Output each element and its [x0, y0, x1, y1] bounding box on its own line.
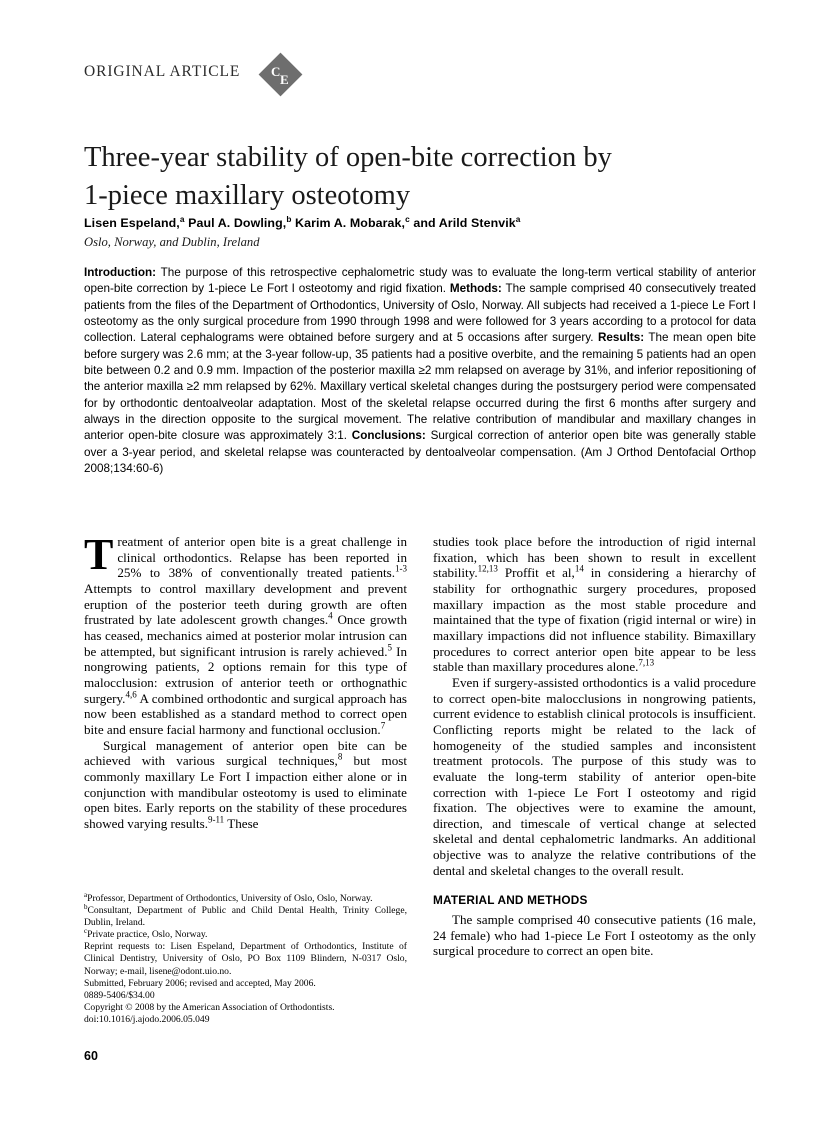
- r1-segment-c: in considering a hierarchy of stability for orthognathic surgery procedures, proposed maxillary impaction as the most stable procedure and maintained that the type of fixation (rigid internal or wire) in maxillary impactions did not influence stability. Bimaxillary procedures to correct anterior open bite appear to be less stable than maxillary procedures alone.: [433, 565, 756, 675]
- author-4: and Arild Stenvik: [409, 216, 516, 230]
- citation-ref: 7: [380, 720, 386, 731]
- p2-segment-a: Surgical management of anterior open bite can be achieved with various surgical techniques,: [84, 737, 407, 769]
- citation-ref: 1-3: [395, 563, 407, 574]
- page-title: [84, 139, 764, 215]
- citation-ref: 12,13: [477, 563, 498, 574]
- abstract: [84, 265, 756, 477]
- footnote-doi: doi:10.1016/j.ajodo.2006.05.049: [84, 1013, 210, 1025]
- footnote-submitted-dates: Submitted, February 2006; revised and accepted, May 2006.: [84, 977, 316, 989]
- abstract-label-introduction: Introduction:: [84, 266, 157, 279]
- abstract-label-results: Results:: [597, 331, 645, 345]
- citation-ref: 4: [328, 610, 333, 621]
- paragraph-continued: [433, 534, 756, 675]
- section-heading-material-and-methods: MATERIAL AND METHODS: [433, 893, 588, 908]
- footnote-issn: 0889-5406/$34.00: [84, 989, 155, 1001]
- footnote-marker-a: a: [84, 890, 88, 899]
- paragraph-purpose: Even if surgery-assisted orthodontics is a valid procedure to correct open-bite malocclusions in nongrowing patients, current evidence to establish clinical protocols is insufficient. Conflicting reports might be related to the lack of homogeneity of the studied samples and inconsistent treatment protocols. The purpose of this study was to evaluate the long-term stability of anterior open-bite correction with 1-piece Le Fort I osteotomy and rigid fixation. The objectives were to examine the amount, direction, and timescale of vertical change at selected skeletal and dental cephalometric landmarks. An additional objective was to analyze the relative contributions of the dental and skeletal changes to the overall result.: [433, 674, 756, 878]
- author-1-marker: a: [179, 213, 185, 224]
- citation-ref: 14: [574, 563, 584, 574]
- footnote-a: [84, 890, 407, 905]
- abstract-text-methods: The sample comprised 40 consecutively treated patients from the files of the Department of Orthodontics, University of Oslo, Norway. All subjects had received a 1-piece Le Fort I osteotomy as the only surgical procedure from 1990 through 1998 and were followed for 3 years according to a protocol for data collection. Lateral cephalograms were obtained before surgery and at 5 occasions after surgery.: [84, 282, 756, 345]
- page-number: 60: [84, 1049, 98, 1063]
- p1-segment-a: reatment of anterior open bite is a great challenge in clinical orthodontics. Relapse has been reported in 25% to 38% of conventionally treated patients.: [117, 534, 407, 581]
- footnote-c: [84, 929, 407, 941]
- p1-segment-c: Once growth has ceased, mechanics aimed at posterior molar intrusion can be attempted, but significant intrusion is rarely achieved.: [84, 612, 407, 659]
- r1-segment-b: Proffit et al,: [497, 565, 575, 581]
- original-article-label: ORIGINAL ARTICLE: [84, 63, 241, 80]
- footnote-b-text: Consultant, Department of Public and Child Dental Health, Trinity College, Dublin, Ireland.: [84, 905, 407, 929]
- footnote-marker-b: b: [84, 902, 88, 911]
- citation-ref: 7,13: [638, 657, 655, 668]
- footnote-reprint-requests: Reprint requests to: Lisen Espeland, Department of Orthodontics, Institute of Clinical Dentistry, University of Oslo, PO Box 1109 Blindern, N-0317 Oslo, Norway; e-mail, lisene@odont.uio.no.: [84, 941, 407, 977]
- author-1: Lisen Espeland,: [84, 216, 180, 230]
- citation-ref: 4,6: [125, 689, 137, 700]
- footnote-a-text: Professor, Department of Orthodontics, University of Oslo, Oslo, Norway.: [87, 893, 373, 904]
- author-affiliation-line: Oslo, Norway, and Dublin, Ireland: [84, 235, 260, 249]
- paragraph-sample: The sample comprised 40 consecutive patients (16 male, 24 female) who had 1-piece Le Fort I osteotomy as the only surgical procedure to correct an open bite.: [433, 912, 756, 959]
- ce-continuing-education-badge: [260, 54, 301, 95]
- title-line-1: Three-year stability of open-bite correction by: [84, 142, 612, 174]
- author-3-marker: c: [405, 213, 410, 224]
- r1-segment-a: studies took place before the introduction of rigid internal fixation, which has been shown to result in excellent stability.: [433, 534, 756, 581]
- abstract-text-conclusions: Surgical correction of anterior open bite was generally stable over a 3-year period, and skeletal relapse was counteracted by dentoalveolar compensation. (Am J Orthod Dentofacial Orthop 2008;134:60-6): [84, 429, 756, 476]
- author-3: Karim A. Mobarak,: [291, 216, 406, 230]
- footnote-marker-c: c: [84, 927, 88, 936]
- p2-segment-b: but most commonly maxillary Le Fort I impaction either alone or in conjunction with mandibular osteotomy is used to eliminate open bites. Early reports on the stability of these procedures showed varying results.: [84, 753, 407, 831]
- badge-letter-c: C: [271, 64, 281, 79]
- footnote-copyright: Copyright © 2008 by the American Association of Orthodontists.: [84, 1001, 335, 1013]
- author-list: [84, 213, 764, 230]
- abstract-text-introduction: The purpose of this retrospective cephalometric study was to evaluate the long-term vertical stability of anterior open-bite correction by 1-piece Le Fort I osteotomy and rigid fixation.: [84, 266, 756, 296]
- title-line-2: 1-piece maxillary osteotomy: [84, 180, 411, 212]
- citation-ref: 8: [337, 751, 343, 762]
- p1-segment-b: Attempts to control maxillary development and prevent eruption of the posterior teeth during growth are often frustrated by late adolescent growth changes.: [84, 580, 407, 628]
- author-2: Paul A. Dowling,: [184, 216, 287, 230]
- body-column-right: [433, 534, 756, 959]
- abstract-label-conclusions: Conclusions:: [351, 429, 426, 443]
- footnote-block: [84, 890, 407, 1026]
- badge-letter-e: E: [280, 72, 289, 87]
- abstract-label-methods: Methods:: [449, 282, 502, 296]
- paragraph-intro-2: [84, 738, 407, 832]
- p2-segment-c: These: [224, 815, 259, 831]
- citation-ref: 9-11: [208, 814, 225, 825]
- citation-ref: 5: [387, 642, 392, 653]
- paragraph-intro-1: [84, 530, 407, 738]
- p1-segment-e: A combined orthodontic and surgical approach has now been established as a standard method to correct open bite and ensure facial harmony and functional occlusion.: [84, 690, 407, 737]
- footnote-b: [84, 902, 407, 929]
- abstract-text-results: The mean open bite before surgery was 2.6 mm; at the 3-year follow-up, 35 patients had a positive overbite, and the remaining 5 patients had an open bite between 0.2 and 0.9 mm. Impaction of the posterior maxilla ≥2 mm relapsed on average by 31%, and inferior repositioning of the anterior maxilla ≥2 mm relapsed by 62%. Maxillary vertical skeletal changes during the postsurgery period were compensated for by orthodontic dentoalveolar adaptation. Most of the skeletal relapse occurred during the first 6 months after surgery and always in the direction opposite to the surgical movement. The relative contribution of mandibular and maxillary changes in anterior open-bite closure was approximately 3:1.: [84, 331, 756, 443]
- article-header: [84, 54, 754, 110]
- author-2-marker: b: [286, 213, 292, 224]
- footnote-c-text: Private practice, Oslo, Norway.: [87, 929, 208, 941]
- author-4-marker: a: [515, 213, 521, 224]
- p1-segment-d: In nongrowing patients, 2 options remain for this type of malocclusion: extrusion of anterior teeth or orthognathic surgery.: [84, 643, 407, 706]
- body-column-left: [84, 530, 407, 831]
- drop-cap: T: [84, 530, 114, 579]
